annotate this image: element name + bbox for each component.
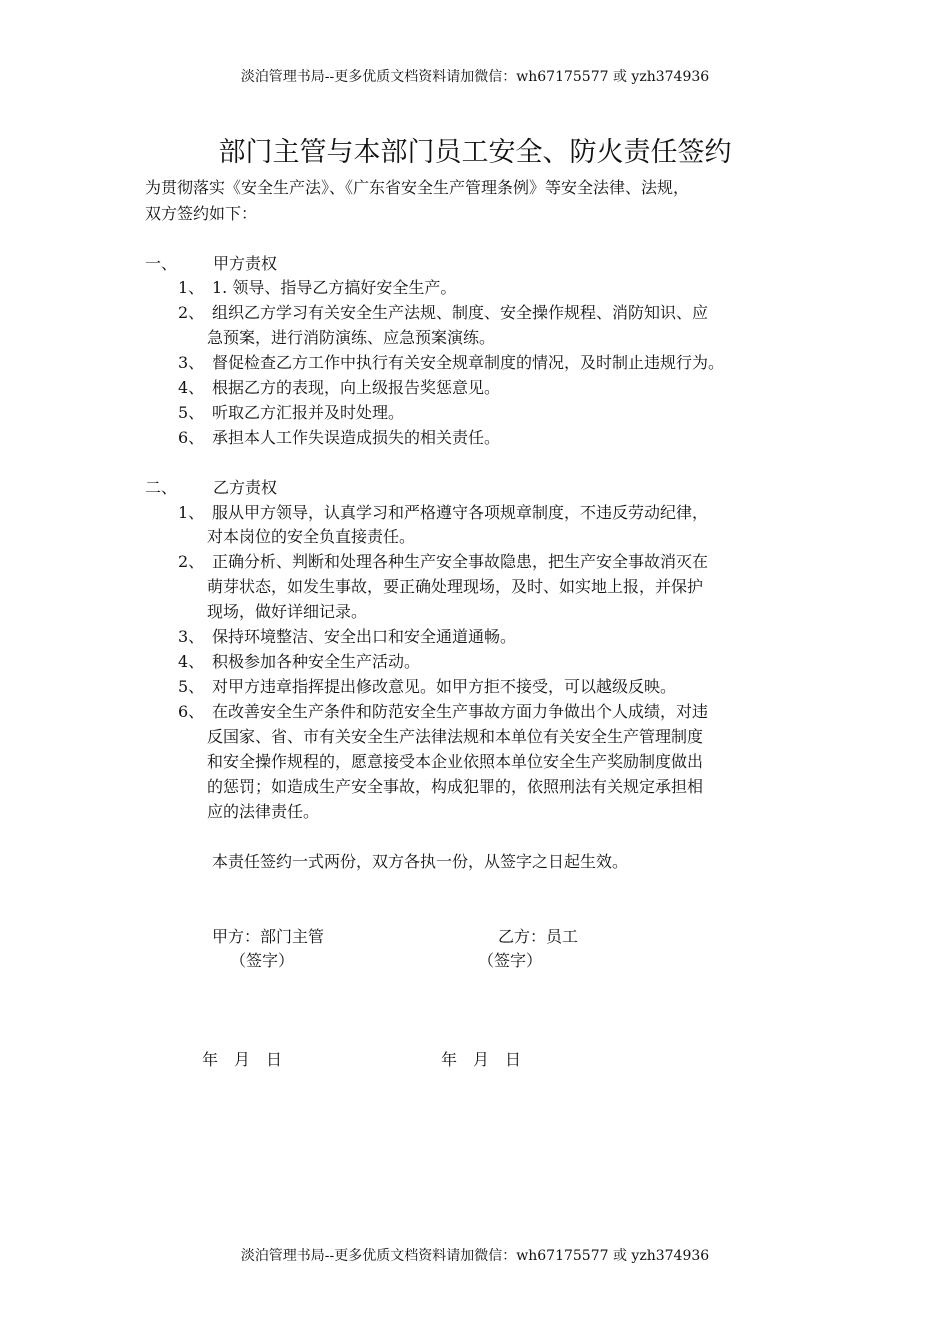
party-a-date: 年 月 日 xyxy=(202,1050,283,1069)
section1-item4-number: 4、 xyxy=(178,378,205,397)
section1-item2-number: 2、 xyxy=(178,303,205,322)
page-header: 淡泊管理书局--更多优质文档资料请加微信：wh67175577 或 yzh374936 xyxy=(240,69,710,85)
section2-item6-text-cont-4: 应的法律责任。 xyxy=(207,802,320,821)
section1-item5-number: 5、 xyxy=(178,403,205,422)
section1-item1-number: 1、 xyxy=(178,278,205,297)
section2-item5-number: 5、 xyxy=(178,677,205,696)
section2-number: 二、 xyxy=(145,478,178,497)
section2-heading: 乙方责权 xyxy=(213,478,278,497)
section2-item3-text: 保持环境整洁、安全出口和安全通道通畅。 xyxy=(212,627,517,646)
section2-item2-text: 正确分析、判断和处理各种生产安全事故隐患，把生产安全事故消灭在 xyxy=(212,552,709,571)
section1-item5-text: 听取乙方汇报并及时处理。 xyxy=(212,403,405,422)
section1-item1-text: 1. 领导、指导乙方搞好安全生产。 xyxy=(212,278,457,297)
section2-item2-text-cont-2: 现场，做好详细记录。 xyxy=(207,602,368,621)
party-b-signature: （签字） xyxy=(478,951,543,970)
section2-item6-text-cont-3: 的惩罚；如造成生产安全事故，构成犯罪的，依照刑法有关规定承担相 xyxy=(207,777,704,796)
section1-item3-number: 3、 xyxy=(178,353,205,372)
page-footer: 淡泊管理书局--更多优质文档资料请加微信：wh67175577 或 yzh374936 xyxy=(240,1248,710,1264)
section2-item1-text-cont: 对本岗位的安全负直接责任。 xyxy=(207,527,416,546)
section2-item2-number: 2、 xyxy=(178,552,205,571)
document-title: 部门主管与本部门员工安全、防火责任签约 xyxy=(218,137,732,168)
party-b-date: 年 月 日 xyxy=(441,1050,522,1069)
section2-item3-number: 3、 xyxy=(178,627,205,646)
section1-item3-text: 督促检查乙方工作中执行有关安全规章制度的情况，及时制止违规行为。 xyxy=(212,353,725,372)
section2-item6-number: 6、 xyxy=(178,702,205,721)
intro-line-2: 双方签约如下： xyxy=(145,204,258,223)
closing-statement: 本责任签约一式两份，双方各执一份，从签字之日起生效。 xyxy=(212,852,629,871)
section2-item4-number: 4、 xyxy=(178,652,205,671)
section1-heading: 甲方责权 xyxy=(213,254,278,273)
section1-item6-number: 6、 xyxy=(178,428,205,447)
party-a-label: 甲方：部门主管 xyxy=(212,927,325,946)
section2-item1-number: 1、 xyxy=(178,503,205,522)
section2-item2-text-cont-1: 萌芽状态，如发生事故，要正确处理现场，及时、如实地上报，并保护 xyxy=(207,577,704,596)
section2-item5-text: 对甲方违章指挥提出修改意见。如甲方拒不接受，可以越级反映。 xyxy=(212,677,677,696)
intro-line-1: 为贯彻落实《安全生产法》、《广东省安全生产管理条例》等安全法律、法规， xyxy=(145,178,690,197)
section1-number: 一、 xyxy=(145,254,178,273)
section2-item1-text: 服从甲方领导，认真学习和严格遵守各项规章制度，不违反劳动纪律， xyxy=(212,503,709,522)
section1-item2-text-cont: 急预案，进行消防演练、应急预案演练。 xyxy=(207,328,496,347)
section2-item6-text-cont-2: 和安全操作规程的，愿意接受本企业依照本单位安全生产奖励制度做出 xyxy=(207,752,704,771)
section1-item4-text: 根据乙方的表现，向上级报告奖惩意见。 xyxy=(212,378,501,397)
section2-item6-text-cont-1: 反国家、省、市有关安全生产法律法规和本单位有关安全生产管理制度 xyxy=(207,727,704,746)
party-a-signature: （签字） xyxy=(230,951,295,970)
section2-item6-text: 在改善安全生产条件和防范安全生产事故方面力争做出个人成绩，对违 xyxy=(212,702,709,721)
section1-item2-text: 组织乙方学习有关安全生产法规、制度、安全操作规程、消防知识、应 xyxy=(212,303,709,322)
party-b-label: 乙方：员工 xyxy=(498,927,579,946)
section1-item6-text: 承担本人工作失误造成损失的相关责任。 xyxy=(212,428,501,447)
section2-item4-text: 积极参加各种安全生产活动。 xyxy=(212,652,421,671)
